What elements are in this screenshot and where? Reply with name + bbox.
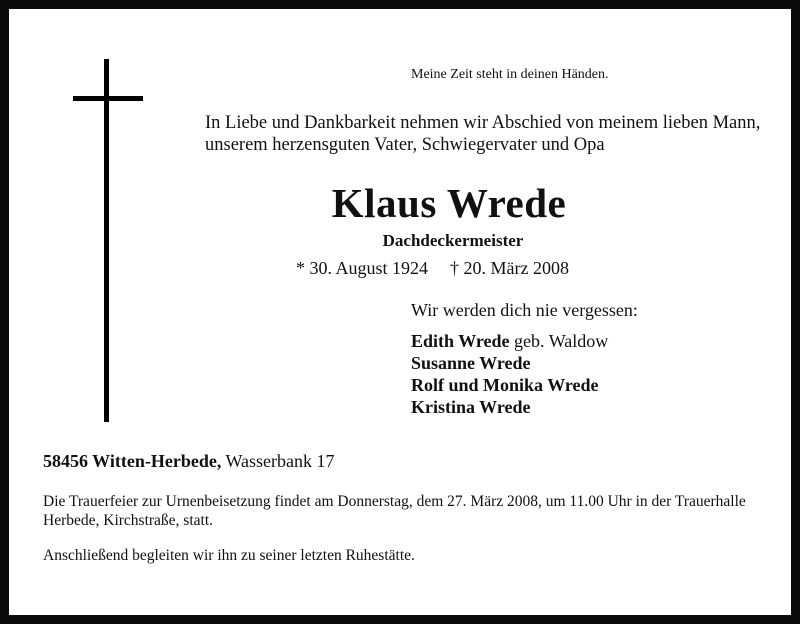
family-heading: Wir werden dich nie vergessen:	[411, 300, 638, 320]
deceased-profession: Dachdeckermeister	[382, 231, 524, 250]
family-member-suffix: geb. Waldow	[509, 331, 609, 351]
motto-text: Meine Zeit steht in deinen Händen.	[411, 67, 609, 82]
afterwards-text: Anschließend begleiten wir ihn zu seiner letzten Ruhestätte.	[43, 547, 415, 564]
family-member	[411, 396, 608, 418]
life-dates	[296, 258, 569, 279]
family-member	[411, 330, 608, 352]
death-date: † 20. März 2008	[450, 258, 569, 278]
birth-date: * 30. August 1924	[296, 258, 429, 278]
address-city: 58456 Witten-Herbede,	[43, 451, 222, 471]
deceased-name: Klaus Wrede	[331, 180, 567, 226]
family-member-name: Kristina Wrede	[411, 397, 531, 417]
family-member-name: Susanne Wrede	[411, 353, 531, 373]
family-list	[411, 330, 608, 418]
family-address	[43, 451, 335, 472]
family-member	[411, 352, 608, 374]
intro-text: In Liebe und Dankbarkeit nehmen wir Abschied von meinem lieben Mann, unserem herzensguten Vater, Schwiegervater und Opa	[205, 113, 761, 155]
cross-horizontal-bar	[73, 96, 143, 101]
family-member-name: Edith Wrede	[411, 331, 510, 351]
address-street: Wasserbank 17	[221, 451, 335, 471]
ceremony-details: Die Trauerfeier zur Urnenbeisetzung findet am Donnerstag, dem 27. März 2008, um 11.00 Uhr in der Trauerhalle Herbede, Kirchstraße, statt.	[43, 493, 746, 529]
family-member-name: Rolf und Monika Wrede	[411, 375, 599, 395]
family-member	[411, 374, 608, 396]
